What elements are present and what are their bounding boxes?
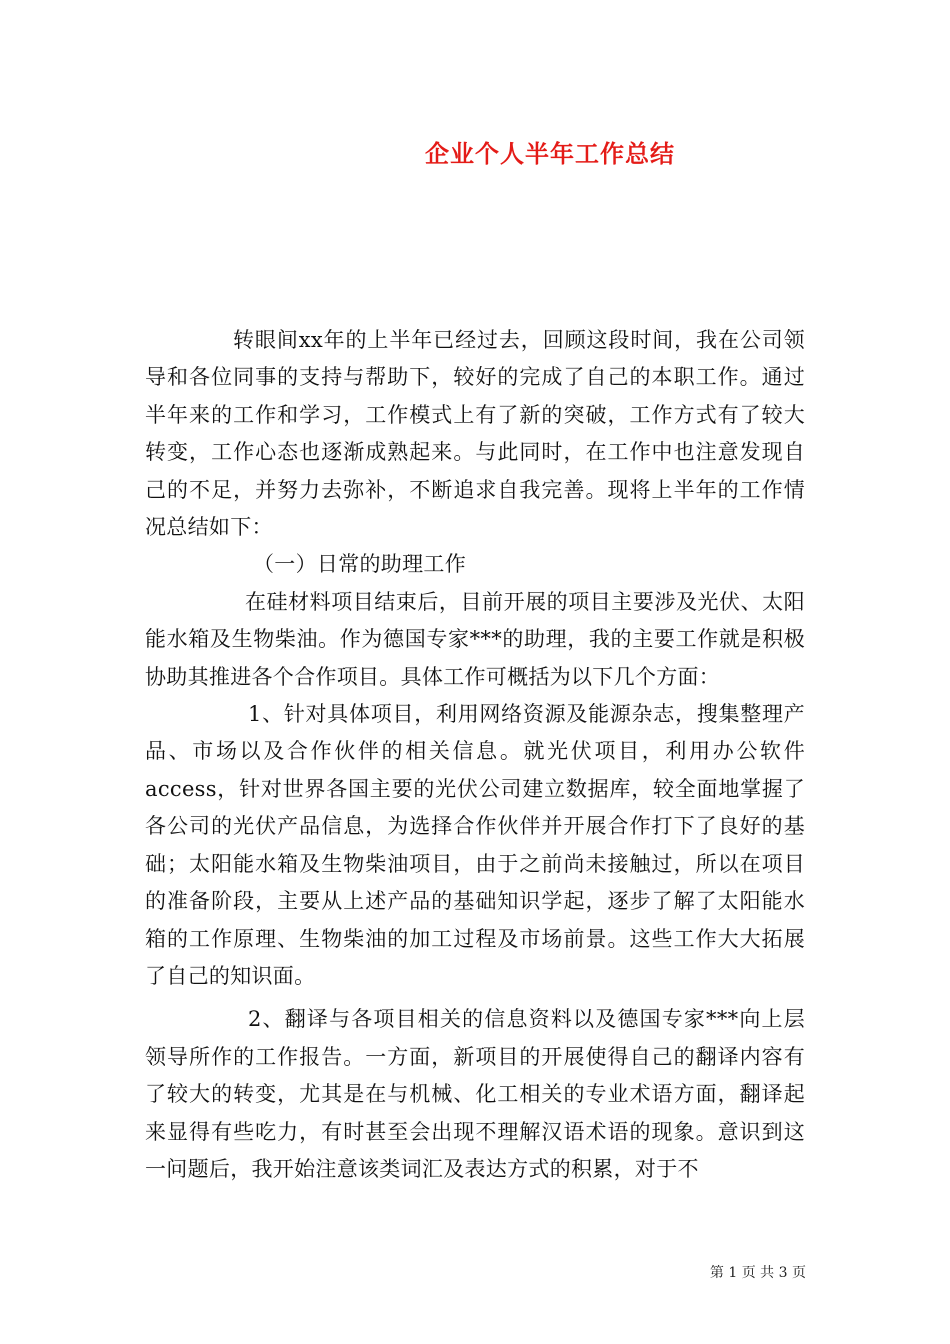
document-title: 企业个人半年工作总结 [425, 139, 675, 168]
page-number: 第 1 页 共 3 页 [709, 1265, 806, 1281]
paragraph-intro: 转眼间xx年的上半年已经过去，回顾这段时间，我在公司领导和各位同事的支持与帮助下，较好的完成了自己的本职工作。通过半年来的工作和学习，工作模式上有了新的突破，工作方式有了较大转变，工作心态也逐渐成熟起来。与此同时，在工作中也注意发现自己的不足，并努力去弥补，不断追求自我完善。现将上半年的工作情况总结如下： [145, 328, 805, 540]
paragraph-item-2: 2、翻译与各项目相关的信息资料以及德国专家***向上层领导所作的工作报告。一方面，新项目的开展使得自己的翻译内容有了较大的转变，尤其是在与机械、化工相关的专业术语方面，翻译起来显得有些吃力，有时甚至会出现不理解汉语术语的现象。意识到这一问题后，我开始注意该类词汇及表达方式的积累，对于不 [145, 1007, 805, 1181]
paragraph-section-intro: 在硅材料项目结束后，目前开展的项目主要涉及光伏、太阳能水箱及生物柴油。作为德国专家***的助理，我的主要工作就是积极协助其推进各个合作项目。具体工作可概括为以下几个方面： [145, 589, 805, 689]
section-heading: （一）日常的助理工作 [253, 552, 466, 577]
document-body [145, 322, 805, 1188]
paragraph-item-1: 1、针对具体项目，利用网络资源及能源杂志，搜集整理产品、市场以及合作伙伴的相关信息。就光伏项目，利用办公软件access，针对世界各国主要的光伏公司建立数据库，较全面地掌握了各公司的光伏产品信息，为选择合作伙伴并开展合作打下了良好的基础；太阳能水箱及生物柴油项目，由于之前尚未接触过，所以在项目的准备阶段，主要从上述产品的基础知识学起，逐步了解了太阳能水箱的工作原理、生物柴油的加工过程及市场前景。这些工作大大拓展了自己的知识面。 [145, 702, 805, 988]
